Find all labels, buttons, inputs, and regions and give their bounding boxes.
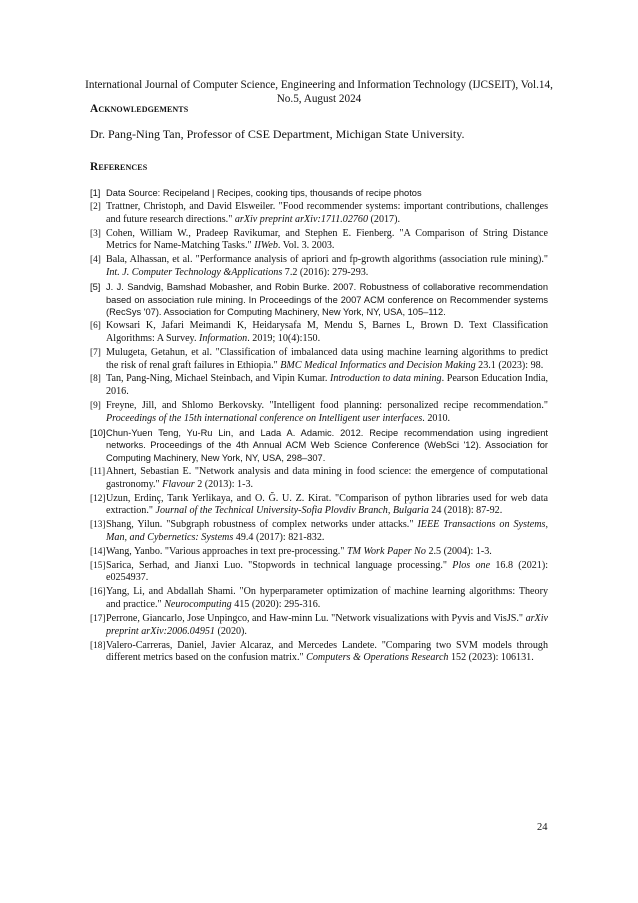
reference-item — [90, 640, 548, 665]
reference-venue: arXiv preprint arXiv:1711.02760 — [234, 213, 369, 225]
reference-item — [90, 519, 548, 544]
reference-item — [90, 281, 548, 319]
reference-text-main: Ahnert, Sebastian E. "Network analysis and data mining in food science: the emergence of computational gastronomy." — [106, 466, 548, 490]
reference-number: [12] — [90, 493, 106, 504]
reference-text — [106, 282, 548, 317]
reference-venue: Computers & Operations Research — [306, 652, 449, 664]
reference-number: [5] — [90, 281, 101, 292]
reference-item — [90, 320, 548, 345]
reference-number: [7] — [90, 347, 101, 358]
reference-item — [90, 228, 548, 253]
reference-number: [18] — [90, 640, 106, 651]
reference-text-main: Yang, Li, and Abdallah Shami. "On hyperparameter optimization of machine learning algorithms: Theory and practice." — [106, 586, 548, 611]
reference-number: [4] — [90, 255, 101, 266]
reference-text — [106, 228, 548, 252]
reference-item — [90, 201, 548, 226]
reference-text-tail: (2020). — [214, 625, 247, 637]
reference-text-tail: . Vol. 3. 2003. — [277, 240, 335, 252]
reference-text — [106, 320, 548, 344]
reference-venue: Flavour — [162, 478, 195, 490]
reference-venue: Journal of the Technical University-Sofia Plovdiv Branch, Bulgaria — [155, 505, 429, 517]
reference-venue: Proceedings of the 15th international conference on Intelligent user interfaces — [106, 412, 423, 424]
reference-item — [90, 347, 548, 372]
reference-text-main: Cohen, William W., Pradeep Ravikumar, and Stephen E. Fienberg. "A Comparison of String Distance Metrics for Name-Matching Tasks." — [106, 227, 548, 252]
reference-venue: arXiv preprint arXiv:2006.04951 — [106, 613, 548, 637]
reference-number: [3] — [90, 228, 101, 239]
reference-venue: IEEE Transactions on Systems, Man, and Cybernetics: Systems — [106, 519, 548, 543]
reference-number: [16] — [90, 587, 106, 598]
reference-item — [90, 560, 548, 585]
header-line-1: International Journal of Computer Science, Engineering and Information Technology (IJCSEIT), Vol.14, — [85, 79, 553, 91]
reference-text-main: J. J. Sandvig, Bamshad Mobasher, and Robin Burke. 2007. Robustness of collaborative recommendation based on association rule mining. In Proceedings of the 2007 ACM conference on Recommender systems (RecSys '07). Association for Computing Machinery, New York, NY, USA, 105–112. — [106, 281, 548, 318]
reference-text — [106, 546, 492, 557]
reference-list — [90, 187, 548, 666]
reference-number: [1] — [90, 188, 101, 198]
reference-text-main: Sarica, Serhad, and Jianxi Luo. "Stopwords in technical language processing." — [106, 559, 453, 571]
reference-item — [90, 613, 548, 638]
reference-number: [10] — [90, 427, 106, 438]
reference-text — [106, 201, 548, 225]
reference-text-main: Freyne, Jill, and Shlomo Berkovsky. "Intelligent food planning: personalized recipe recommendation." — [106, 400, 548, 412]
reference-text-tail: 2 (2013): 1-3. — [194, 478, 254, 490]
reference-text-tail: 24 (2018): 87-92. — [428, 505, 503, 517]
reference-text — [106, 493, 548, 517]
reference-item — [90, 546, 548, 559]
reference-text-main: Wang, Yanbo. "Various approaches in text pre-processing." — [106, 545, 347, 557]
reference-text-main: Trattner, Christoph, and David Elsweiler. "Food recommender systems: important contributions, challenges and future research directions." — [106, 201, 548, 225]
reference-number: [2] — [90, 202, 101, 213]
reference-text-main: Shang, Yilun. "Subgraph robustness of complex networks under attacks." — [106, 519, 418, 531]
reference-number: [17] — [90, 614, 106, 625]
reference-text-tail: 16.8 (2021): e0254937. — [106, 559, 548, 584]
reference-text-main: Kowsari K, Jafari Meimandi K, Heidarysafa M, Mendu S, Barnes L, Brown D. Text Classification Algorithms: A Survey. — [106, 320, 548, 344]
reference-venue: Information — [199, 332, 248, 344]
reference-text-tail: . 2010. — [422, 412, 451, 424]
reference-text-tail: 2.5 (2004): 1-3. — [425, 545, 492, 557]
reference-text-tail: (2017). — [368, 213, 400, 225]
reference-text-tail: . Pearson Education India, 2016. — [106, 373, 548, 398]
reference-venue: IIWeb — [254, 240, 278, 252]
reference-item — [90, 586, 548, 611]
reference-text — [106, 373, 548, 397]
reference-venue: Introduction to data mining — [329, 373, 442, 385]
reference-venue: Plos one — [452, 559, 491, 571]
reference-text-main: Chun-Yuen Teng, Yu-Ru Lin, and Lada A. Adamic. 2012. Recipe recommendation using ingredient networks. Proceedings of the 4th Annual ACM Web Science Conference (WebSci '12). Association for Computing Machinery, New York, NY, USA, 298–307. — [106, 427, 548, 464]
header-line-2: No.5, August 2024 — [276, 92, 362, 105]
reference-text-main: Bala, Alhassan, et al. "Performance analysis of apriori and fp-growth algorithms (association rule mining)." — [106, 254, 548, 266]
reference-number: [8] — [90, 374, 101, 385]
running-header — [80, 79, 558, 106]
references-heading: References — [90, 161, 148, 173]
reference-text — [106, 400, 548, 424]
reference-item — [90, 187, 548, 200]
reference-item — [90, 373, 548, 398]
reference-text-tail: 49.4 (2017): 821-832. — [233, 531, 325, 543]
reference-text-main: Uzun, Erdinç, Tarık Yerlikaya, and O. Ğ. U. Z. Kirat. "Comparison of python libraries used for web data extraction." — [106, 492, 548, 517]
reference-text-tail: 7.2 (2016): 279-293. — [282, 266, 369, 278]
reference-text-main: Perrone, Giancarlo, Jose Unpingco, and Haw-minn Lu. "Network visualizations with Pyvis and VisJS." — [106, 613, 526, 625]
reference-venue: BMC Medical Informatics and Decision Making — [280, 359, 476, 371]
reference-text-main: Tan, Pang-Ning, Michael Steinbach, and Vipin Kumar. — [106, 373, 330, 385]
reference-text — [106, 586, 548, 610]
reference-item — [90, 466, 548, 491]
reference-text — [106, 613, 548, 637]
reference-venue: Neurocomputing — [164, 599, 232, 611]
reference-text-tail: 415 (2020): 295-316. — [231, 599, 321, 611]
acknowledgements-text: Dr. Pang-Ning Tan, Professor of CSE Department, Michigan State University. — [90, 127, 465, 141]
reference-text — [106, 347, 548, 371]
reference-item — [90, 493, 548, 518]
reference-item — [90, 254, 548, 279]
reference-number: [11] — [90, 467, 106, 478]
reference-venue: TM Work Paper No — [346, 545, 426, 557]
reference-text-tail: 23.1 (2023): 98. — [475, 359, 544, 371]
reference-number: [6] — [90, 321, 101, 332]
reference-text — [106, 254, 548, 278]
reference-text — [106, 560, 548, 584]
reference-text — [106, 428, 548, 463]
reference-venue: Int. J. Computer Technology &Applications — [106, 266, 283, 278]
reference-text — [106, 640, 548, 664]
reference-item — [90, 400, 548, 425]
acknowledgements-heading: Acknowledgements — [90, 103, 189, 115]
reference-text-tail: . 2019; 10(4):150. — [247, 332, 321, 344]
reference-text — [106, 188, 422, 198]
reference-text-tail: 152 (2023): 106131. — [448, 652, 534, 664]
reference-number: [15] — [90, 560, 106, 571]
reference-text — [106, 466, 548, 490]
reference-number: [13] — [90, 520, 106, 531]
reference-number: [9] — [90, 401, 101, 412]
reference-text-main: Valero-Carreras, Daniel, Javier Alcaraz, and Mercedes Landete. "Comparing two SVM models through different metrics based on the confusion matrix." — [106, 639, 548, 664]
reference-text — [106, 519, 548, 543]
page-number: 24 — [537, 822, 548, 833]
reference-text-main: Data Source: Recipeland | Recipes, cooking tips, thousands of recipe photos — [106, 188, 422, 198]
reference-number: [14] — [90, 546, 106, 557]
reference-item — [90, 427, 548, 465]
reference-text-main: Mulugeta, Getahun, et al. "Classification of imbalanced data using machine learning algorithms to predict the risk of renal graft failures in Ethiopia." — [106, 346, 548, 371]
